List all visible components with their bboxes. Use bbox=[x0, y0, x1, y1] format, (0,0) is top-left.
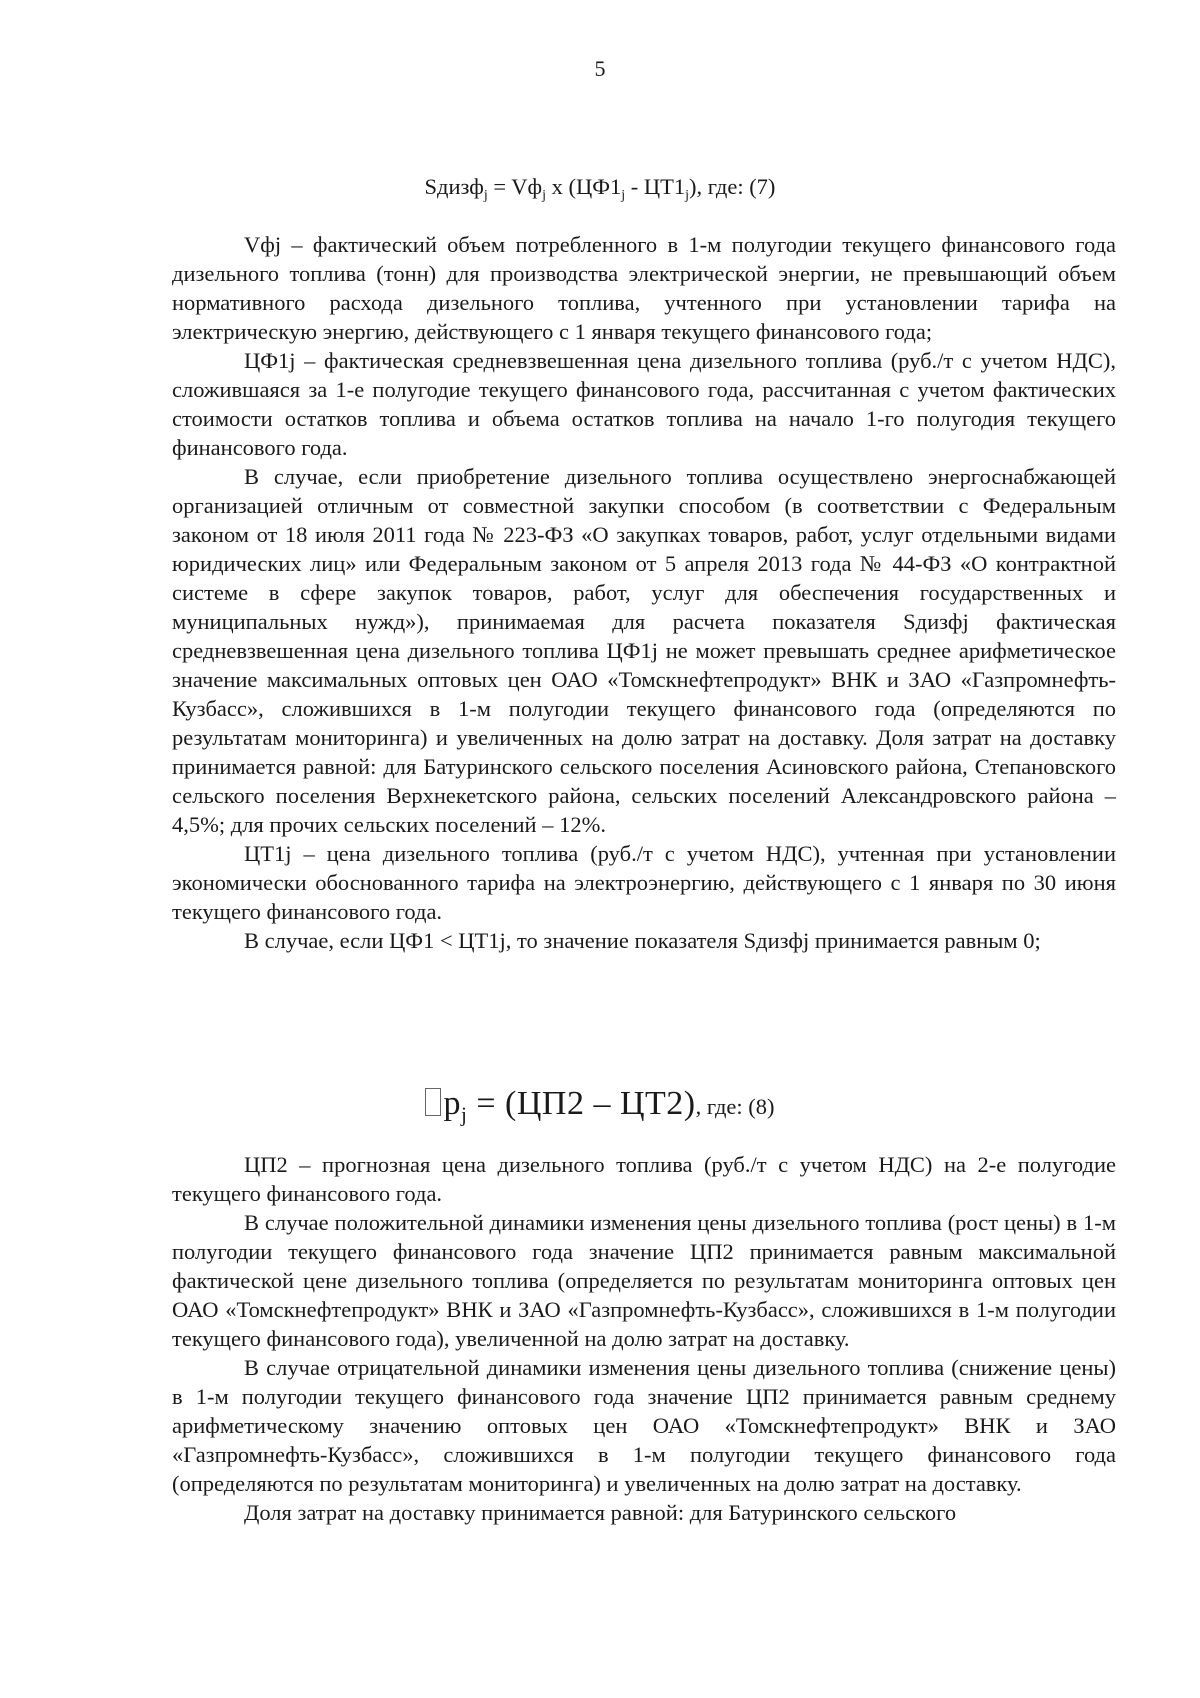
paragraph: Vфj – фактический объем потребленного в 1-м полугодии текущего финансового года дизельного топлива (тонн) для производства электрической энергии, не превышающий объем нормативного расхода дизельного топлива, учтенного при установлении тарифа на электрическую энергию, действующего с 1 января текущего финансового года; bbox=[172, 232, 1116, 344]
page-number: 5 bbox=[594, 56, 606, 81]
missing-glyph-box-icon bbox=[425, 1088, 441, 1116]
text-block-1 bbox=[172, 230, 1116, 955]
paragraph: ЦФ1j – фактическая средневзвешенная цена дизельного топлива (руб./т с учетом НДС), сложившаяся за 1-е полугодие текущего финансового года, рассчитанная с учетом фактических стоимости остатков топлива и объема остатков топлива на начало 1-го полугодия текущего финансового года. bbox=[172, 348, 1116, 460]
paragraph: В случае положительной динамики изменения цены дизельного топлива (рост цены) в 1-м полугодии текущего финансового года значение ЦП2 принимается равным максимальной фактической цене дизельного топлива (определяется по результатам мониторинга оптовых цен ОАО «Томскнефтепродукт» ВНК и ЗАО «Газпромнефть-Кузбасс», сложившихся в 1-м полугодии текущего финансового года), увеличенной на долю затрат на доставку. bbox=[172, 1210, 1116, 1351]
text-block-2 bbox=[172, 1150, 1116, 1527]
formula-7-sub: j bbox=[542, 187, 546, 203]
formula-8-sub: j bbox=[460, 1102, 468, 1127]
formula-7-cf: х (ЦФ1 bbox=[546, 174, 622, 199]
paragraph: В случае, если приобретение дизельного топлива осуществлено энергоснабжающей организацией отличным от совместной закупки способом (в соответствии с Федеральным законом от 18 июля 2011 года № 223-ФЗ «О закупках товаров, работ, услуг отдельными видами юридических лиц» или Федеральным законом от 5 апреля 2013 года № 44-ФЗ «О контрактной системе в сфере закупок товаров, работ, услуг для обеспечения государственных и муниципальных нужд»), принимаемая для расчета показателя Sдизфj фактическая средневзвешенная цена дизельного топлива ЦФ1j не может превышать среднее арифметическое значение максимальных оптовых цен ОАО «Томскнефтепродукт» ВНК и ЗАО «Газпромнефть-Кузбасс», сложившихся в 1-м полугодии текущего финансового года (определяются по результатам мониторинга) и увеличенных на долю затрат на доставку. Доля затрат на доставку принимается равной: для Батуринского сельского поселения Асиновского района, Степановского сельского поселения Верхнекетского района, сельских поселений Александровского района – 4,5%; для прочих сельских поселений – 12%. bbox=[172, 464, 1116, 837]
formula-8-expression bbox=[425, 1085, 696, 1127]
formula-7-ct: - ЦТ1 bbox=[625, 174, 686, 199]
formula-8-body: = (ЦП2 – ЦТ2) bbox=[467, 1085, 696, 1122]
formula-7-s-label: Sдизф bbox=[424, 174, 484, 199]
formula-8-tail: , где: (8) bbox=[695, 1094, 775, 1119]
paragraph: Доля затрат на доставку принимается равной: для Батуринского сельского bbox=[244, 1500, 957, 1525]
formula-7-v-label: Vф bbox=[511, 174, 543, 199]
paragraph: ЦТ1j – цена дизельного топлива (руб./т с учетом НДС), учтенная при установлении экономически обоснованного тарифа на электроэнергию, действующего с 1 января по 30 июня текущего финансового года. bbox=[172, 841, 1116, 924]
formula-7-sub: j bbox=[685, 187, 690, 203]
formula-7-sub: j bbox=[621, 187, 626, 203]
formula-7 bbox=[0, 174, 1200, 203]
formula-8 bbox=[0, 1085, 1200, 1127]
formula-7-close: ), где: (7) bbox=[689, 174, 776, 199]
formula-8-p-label: p bbox=[443, 1085, 461, 1122]
formula-7-sub: j bbox=[483, 187, 488, 203]
formula-7-eq: = bbox=[487, 174, 512, 199]
paragraph: ЦП2 – прогнозная цена дизельного топлива (руб./т с учетом НДС) на 2-е полугодие текущего финансового года. bbox=[172, 1152, 1116, 1206]
paragraph: В случае, если ЦФ1 < ЦТ1j, то значение показателя Sдизфj принимается равным 0; bbox=[244, 928, 1041, 953]
paragraph: В случае отрицательной динамики изменения цены дизельного топлива (снижение цены) в 1-м полугодии текущего финансового года значение ЦП2 принимается равным среднему арифметическому значению оптовых цен ОАО «Томскнефтепродукт» ВНК и ЗАО «Газпромнефть-Кузбасс», сложившихся в 1-м полугодии текущего финансового года (определяются по результатам мониторинга) и увеличенных на долю затрат на доставку. bbox=[172, 1355, 1116, 1496]
